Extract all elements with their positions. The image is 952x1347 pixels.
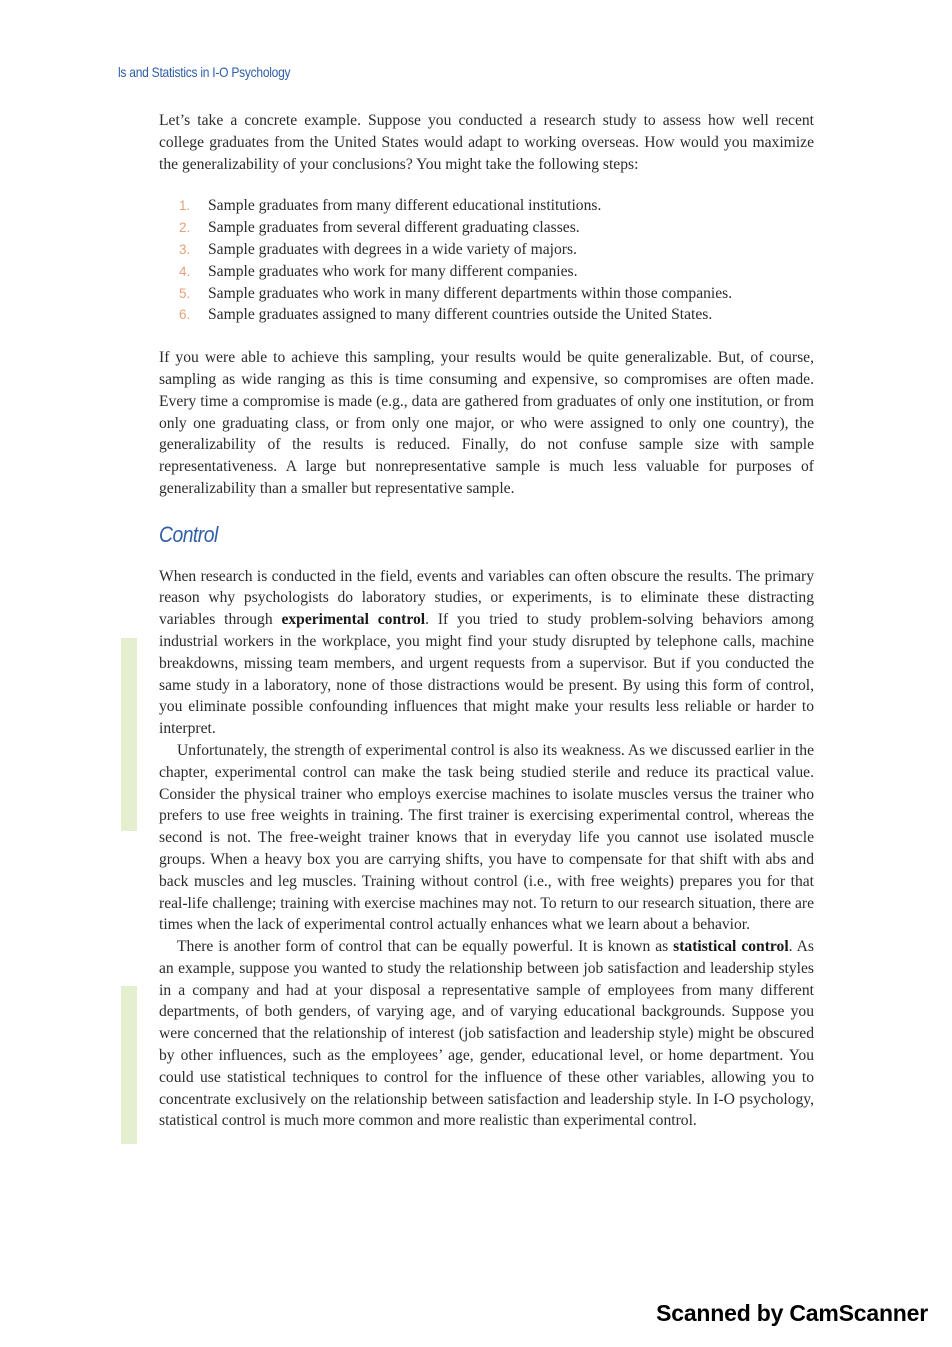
generalizability-paragraph: If you were able to achieve this sampling, your results would be quite generalizable. But, of course, sampling as wide ranging as this is time consuming and expensive, so compromises are often made. Every time a compromise is made (e.g., data are gathered from graduates of only one institution, or from only one graduating class, or from only one major, or who were assigned to only one country), the generalizability of the results is reduced. Finally, do not confuse sample size with sample representativeness. A large but nonrepresentative sample is much less valuable for purposes of generalizability than a smaller but representative sample. <box>159 349 814 497</box>
list-item-number: 4. <box>179 263 191 279</box>
scanner-watermark: Scanned by CamScanner <box>656 1300 928 1326</box>
section-heading-control: Control <box>159 521 218 547</box>
list-item <box>179 261 814 283</box>
list-item-text: Sample graduates with degrees in a wide variety of majors. <box>208 240 577 258</box>
running-head: ls and Statistics in I-O Psychology <box>118 64 291 80</box>
key-term-statistical-control: statistical control <box>673 938 789 956</box>
list-item-number: 5. <box>179 285 191 301</box>
control-p1-text-before: When research is conducted in the field, events and variables can often obscure the results. The primary reason why psychologists do laboratory studies, or experiments, is to eliminate these distracting variables through <box>159 567 814 629</box>
list-item <box>179 283 814 305</box>
sampling-steps-list <box>159 195 814 326</box>
control-p3-text-before: There is another form of control that can be equally powerful. It is known as <box>177 938 674 956</box>
intro-paragraph: Let’s take a concrete example. Suppose you conducted a research study to assess how well recent college graduates from the United States would adapt to working overseas. How would you maximize the generalizability of your conclusions? You might take the following steps: <box>159 112 814 173</box>
list-item <box>179 195 814 217</box>
control-paragraph-2: Unfortunately, the strength of experimental control is also its weakness. As we discussed earlier in the chapter, experimental control can make the task being studied sterile and reduce its practical value. Consider the physical trainer who employs exercise machines to isolate muscles versus the trainer who prefers to use free weights in training. The first trainer is exercising experimental control, whereas the second is not. The free-weight trainer knows that in everyday life you cannot use isolated muscle groups. When a heavy box you are carrying shifts, you have to compensate for that shift with abs and back muscles and leg muscles. Training without control (i.e., with free weights) prepares you for that real-life challenge; training with exercise machines may not. To return to our research situation, there are times when the lack of experimental control actually enhances what we learn about a behavior. <box>159 741 814 934</box>
key-term-margin-bar <box>121 986 137 1144</box>
list-item-number: 3. <box>179 241 191 257</box>
control-p1-text-after: . If you tried to study problem-solving behaviors among industrial workers in the workplace, you might find your study disrupted by telephone calls, machine breakdowns, missing team members, and urgent requests from a supervisor. But if you conducted the same study in a laboratory, none of those distractions would be present. By using this form of control, you eliminate possible confounding influences that might make your results less reliable or harder to interpret. <box>159 611 814 738</box>
list-item-text: Sample graduates from several different graduating classes. <box>208 219 580 237</box>
list-item-text: Sample graduates who work in many different departments within those companies. <box>208 284 733 302</box>
list-item-number: 6. <box>179 307 191 323</box>
list-item <box>179 217 814 239</box>
control-p3-text-after: . As an example, suppose you wanted to study the relationship between job satisfaction and leadership styles in a company and had at your disposal a representative sample of employees from many different departments, of both genders, of varying age, and of varying educational backgrounds. Suppose you were concerned that the relationship of interest (job satisfaction and leadership style) might be obscured by other influences, such as the employees’ age, gender, educational level, or home department. You could use statistical techniques to control for the influence of these other variables, allowing you to concentrate exclusively on the relationship between satisfaction and leadership style. In I-O psychology, statistical control is much more common and more realistic than experimental control. <box>159 938 814 1130</box>
list-item-text: Sample graduates from many different educational institutions. <box>208 197 602 215</box>
key-term-experimental-control: experimental control <box>281 611 426 629</box>
list-item-text: Sample graduates assigned to many different countries outside the United States. <box>208 306 713 324</box>
control-paragraph-3 <box>159 936 814 1132</box>
list-item <box>179 239 814 261</box>
key-term-margin-bar <box>121 638 137 831</box>
list-item-text: Sample graduates who work for many different companies. <box>208 262 578 280</box>
control-paragraph-1 <box>159 566 814 740</box>
list-item-number: 2. <box>179 220 191 236</box>
list-item-number: 1. <box>179 198 191 214</box>
page-body <box>159 110 814 1132</box>
list-item <box>179 304 814 326</box>
